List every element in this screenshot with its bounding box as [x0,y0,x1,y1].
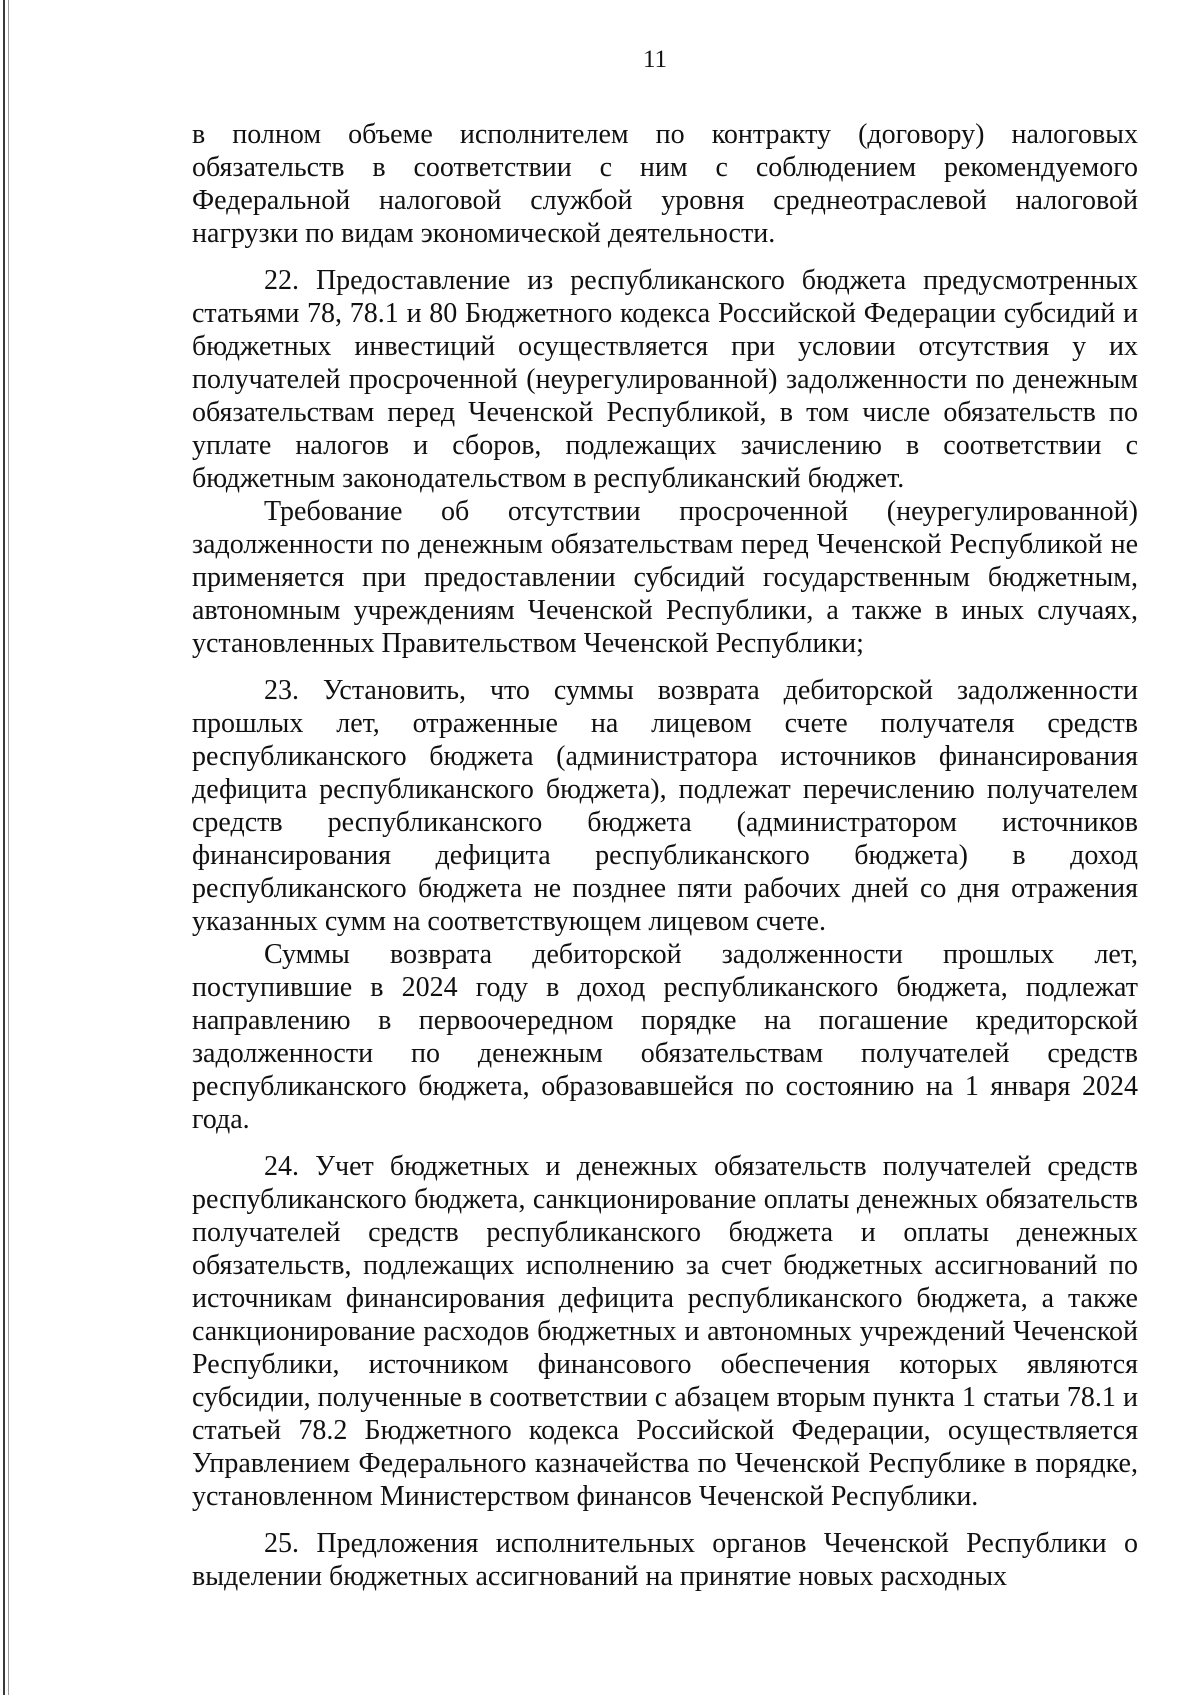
scan-border-line [3,0,5,1695]
paragraph-item-23: 23. Установить, что суммы возврата дебиторской задолженности прошлых лет, отраженные на лицевом счете получателя средств республиканского бюджета (администратора источников финансирования дефицита республиканского бюджета), подлежат перечислению получателем средств республиканского бюджета (администратором источников финансирования дефицита республиканского бюджета) в доход республиканского бюджета не позднее пяти рабочих дней со дня отражения указанных сумм на соответствующем лицевом счете. [192,675,1138,937]
paragraph-continuation: в полном объеме исполнителем по контракту (договору) налоговых обязательств в соответствии с ним с соблюдением рекомендуемого Федеральной налоговой службой уровня среднеотраслевой налоговой нагрузки по видам экономической деятельности. [192,119,1138,249]
paragraph-item-25: 25. Предложения исполнительных органов Чеченской Республики о выделении бюджетных ассигнований на принятие новых расходных [192,1528,1138,1592]
paragraph-item-23-returns: Суммы возврата дебиторской задолженности прошлых лет, поступившие в 2024 году в доход республиканского бюджета, подлежат направлению в первоочередном порядке на погашение кредиторской задолженности по денежным обязательствам получателей средств республиканского бюджета, образовавшейся по состоянию на 1 января 2024 года. [192,939,1138,1135]
paragraph-item-24: 24. Учет бюджетных и денежных обязательств получателей средств республиканского бюджета, санкционирование оплаты денежных обязательств получателей средств республиканского бюджета и оплаты денежных обязательств, подлежащих исполнению за счет бюджетных ассигнований по источникам финансирования дефицита республиканского бюджета, а также санкционирование расходов бюджетных и автономных учреждений Чеченской Республики, источником финансового обеспечения которых являются субсидии, полученные в соответствии с абзацем вторым пункта 1 статьи 78.1 и статьей 78.2 Бюджетного кодекса Российской Федерации, осуществляется Управлением Федерального казначейства по Чеченской Республике в порядке, установленном Министерством финансов Чеченской Республики. [192,1151,1138,1512]
paragraph-item-22-requirement: Требование об отсутствии просроченной (неурегулированной) задолженности по денежным обязательствам перед Чеченской Республикой не применяется при предоставлении субсидий государственным бюджетным, автономным учреждениям Чеченской Республики, а также в иных случаях, установленных Правительством Чеченской Республики; [192,496,1138,659]
document-body [192,118,1138,1593]
scan-border-line [8,0,9,1695]
paragraph-item-22: 22. Предоставление из республиканского бюджета предусмотренных статьями 78, 78.1 и 80 Бюджетного кодекса Российской Федерации субсидий и бюджетных инвестиций осуществляется при условии отсутствия у их получателей просроченной (неурегулированной) задолженности по денежным обязательствам перед Чеченской Республикой, в том числе обязательств по уплате налогов и сборов, подлежащих зачислению в соответствии с бюджетным законодательством в республиканский бюджет. [192,265,1138,494]
page-number: 11 [642,46,668,73]
